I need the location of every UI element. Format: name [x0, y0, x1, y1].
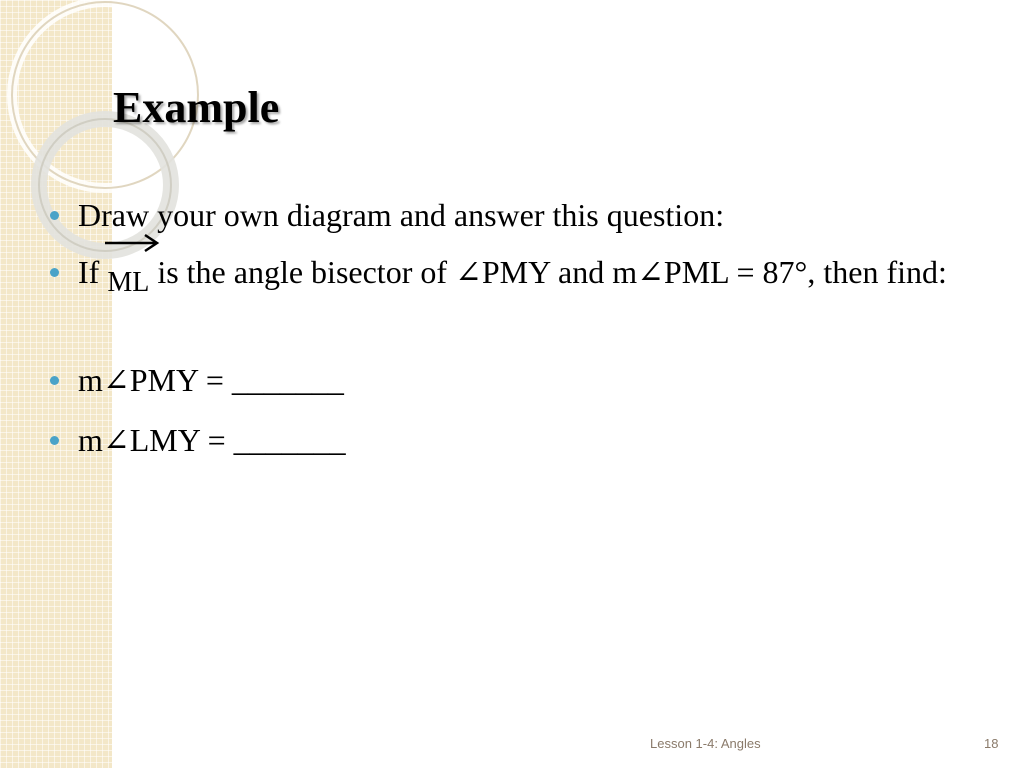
bullet-dot [50, 211, 59, 220]
bullet-find-pmy: m∠PMY = _______ [46, 361, 344, 399]
slide-number: 18 [984, 736, 999, 751]
bullet-dot [50, 436, 59, 445]
ray-arrow-icon [105, 233, 161, 253]
slide-title: Example [113, 83, 280, 132]
bullet-find-lmy: m∠LMY = _______ [46, 421, 346, 459]
bullet-draw-diagram: Draw your own diagram and answer this question: [46, 196, 724, 234]
bullet-dot [50, 376, 59, 385]
footer-lesson: Lesson 1-4: Angles [650, 736, 761, 751]
bullet-dot [50, 268, 59, 277]
ray-ml: ML [107, 264, 149, 302]
bullet-angle-bisector: If ML is the angle bisector of ∠PMY and m∠PML = 87°, then find: [46, 253, 1024, 302]
